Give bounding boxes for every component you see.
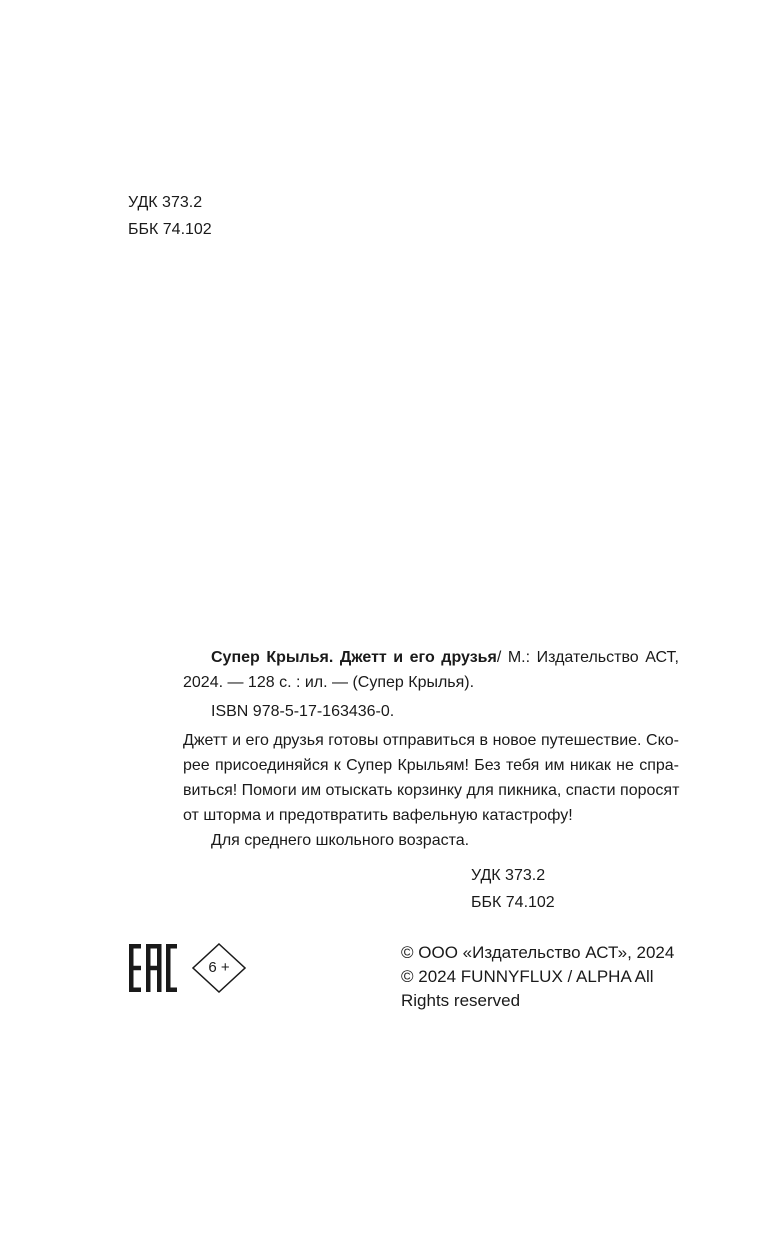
annotation	[183, 728, 679, 828]
copyright-line: © 2024 FUNNYFLUX / ALPHA All	[401, 967, 654, 986]
bottom-classification-codes	[471, 863, 555, 917]
age-rating-label: 6 +	[208, 959, 230, 976]
biblio-line-2: 2024. — 128 с. : ил. — (Супер Крылья).	[183, 674, 475, 691]
udk-code: УДК 373.2	[128, 194, 203, 211]
udk-code: УДК 373.2	[471, 867, 546, 884]
book-title: Супер Крылья. Джетт и его друзья	[211, 649, 497, 666]
annotation-line: виться! Помоги им отыскать корзинку для пикника, спасти поросят	[183, 782, 680, 799]
annotation-line: Джетт и его друзья готовы отправиться в новое путешествие. Ско-	[183, 732, 679, 749]
annotation-line: рее присоединяйся к Супер Крыльям! Без тебя им никак не спра-	[183, 757, 679, 774]
publisher-info: / М.: Издательство АСТ,	[496, 649, 680, 666]
annotation-line: от шторма и предотвратить вафельную катастрофу!	[183, 807, 573, 824]
age-note: Для среднего школьного возраста.	[211, 832, 470, 849]
bibliographic-record	[183, 645, 679, 853]
isbn: ISBN 978-5-17-163436-0.	[211, 703, 395, 720]
copyright-block	[401, 941, 674, 1013]
bbk-code: ББК 74.102	[471, 894, 555, 911]
eac-conformity-mark-icon	[128, 943, 178, 993]
top-classification-codes	[128, 190, 212, 244]
bbk-code: ББК 74.102	[128, 221, 212, 238]
age-rating-badge	[192, 943, 246, 993]
biblio-line-1	[183, 645, 679, 670]
copyright-line: Rights reserved	[401, 991, 521, 1010]
copyright-line: © ООО «Издательство АСТ», 2024	[401, 943, 675, 962]
